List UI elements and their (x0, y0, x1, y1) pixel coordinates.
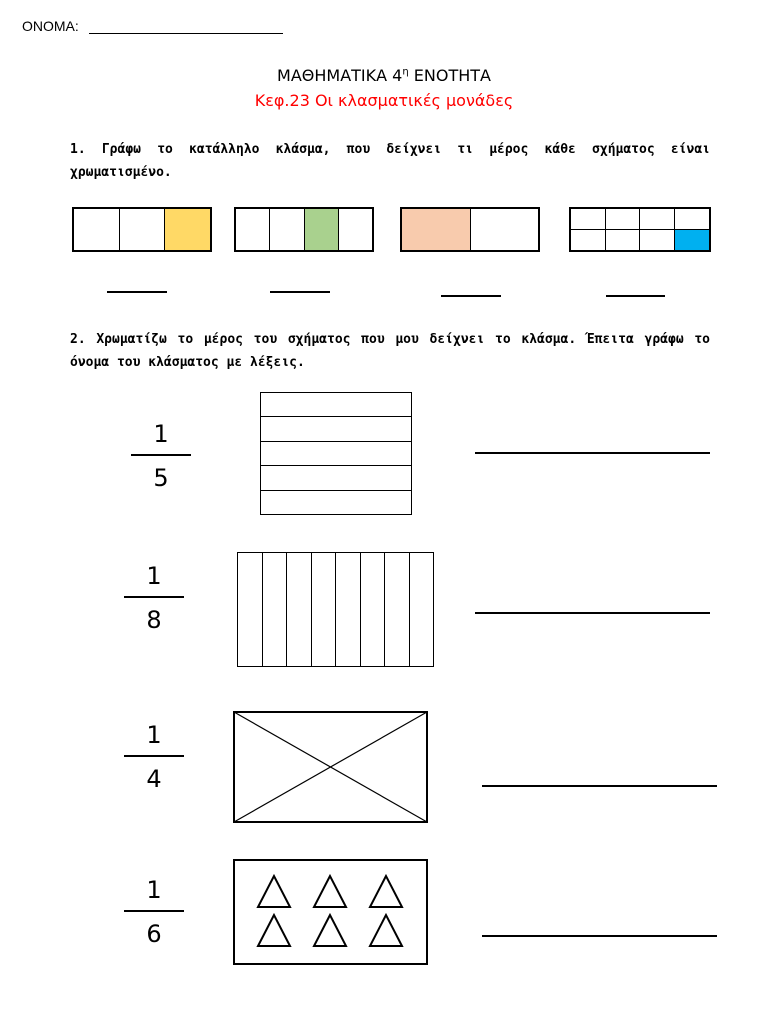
fraction-1-4 (124, 721, 184, 793)
triangle-shape (258, 876, 290, 907)
shape-eight-vertical-strips[interactable] (237, 552, 434, 667)
bar-cell-shaded (305, 209, 339, 250)
strip (336, 553, 361, 666)
answer-line-2[interactable] (270, 291, 330, 293)
strip (261, 393, 411, 417)
word-answer-line-3[interactable] (482, 785, 717, 787)
bar-cell (270, 209, 304, 250)
page-title (0, 66, 768, 85)
word-answer-line-4[interactable] (482, 935, 717, 937)
bar-cell (339, 209, 372, 250)
strip (361, 553, 386, 666)
grid-cell (571, 209, 606, 230)
fraction-bar (124, 596, 184, 598)
bar-cell-shaded (402, 209, 471, 250)
strip (287, 553, 312, 666)
strip (410, 553, 434, 666)
shape-five-horizontal-strips[interactable] (260, 392, 412, 515)
strip (312, 553, 337, 666)
fraction-1-6 (124, 876, 184, 948)
grid-cell (606, 209, 641, 230)
fraction-bar (124, 755, 184, 757)
word-answer-line-1[interactable] (475, 452, 710, 454)
strip (261, 491, 411, 514)
strip (261, 442, 411, 466)
triangle-shape (370, 915, 402, 946)
word-answer-line-2[interactable] (475, 612, 710, 614)
shape-quarters-bar (234, 207, 374, 252)
bar-cell (236, 209, 270, 250)
numerator: 1 (146, 721, 162, 749)
denominator: 8 (146, 606, 162, 634)
triangle-shape (314, 876, 346, 907)
numerator: 1 (153, 420, 169, 448)
strip (261, 417, 411, 441)
shape-rectangle-diagonals[interactable] (233, 711, 428, 823)
strip (263, 553, 288, 666)
strip (238, 553, 263, 666)
bar-cell-shaded (165, 209, 210, 250)
shape-thirds-bar (72, 207, 212, 252)
numerator: 1 (146, 876, 162, 904)
denominator: 5 (153, 464, 169, 492)
chapter-subtitle: Κεφ.23 Οι κλασματικές μονάδες (254, 91, 514, 110)
shape-eighths-grid (569, 207, 711, 252)
title-end: ΕΝΟΤΗΤΑ (408, 66, 491, 85)
shape-six-triangles[interactable] (233, 859, 428, 965)
name-label: ΟΝΟΜΑ: (22, 18, 79, 34)
strip (261, 466, 411, 490)
bar-cell (74, 209, 120, 250)
answer-line-3[interactable] (441, 295, 501, 297)
title-superscript: η (402, 66, 409, 78)
denominator: 6 (146, 920, 162, 948)
grid-cell (571, 230, 606, 251)
bar-cell (471, 209, 539, 250)
strip (385, 553, 410, 666)
grid-cell (640, 230, 675, 251)
exercise-1-instructions: 1. Γράφω το κατάλληλο κλάσμα, που δείχνει τι μέρος κάθε σχήματος είναι χρωματισμένο. (70, 142, 710, 180)
fraction-1-5 (131, 420, 191, 492)
exercise-2-instructions: 2. Χρωματίζω το μέρος του σχήματος που μου δείχνει το κλάσμα. Έπειτα γράφω το όνομα του κλάσματος με λέξεις. (70, 332, 710, 370)
title-main: ΜΑΘΗΜΑΤΙΚΑ 4 (277, 66, 403, 85)
grid-cell (640, 209, 675, 230)
triangle-shape (314, 915, 346, 946)
denominator: 4 (146, 765, 162, 793)
numerator: 1 (146, 562, 162, 590)
fraction-1-8 (124, 562, 184, 634)
triangle-shape (370, 876, 402, 907)
grid-cell (606, 230, 641, 251)
fraction-bar (131, 454, 191, 456)
grid-cell-shaded (675, 230, 710, 251)
shape-halves-bar (400, 207, 540, 252)
answer-line-4[interactable] (606, 295, 665, 297)
answer-line-1[interactable] (107, 291, 167, 293)
triangle-shape (258, 915, 290, 946)
name-input-line[interactable] (89, 33, 283, 34)
fraction-bar (124, 910, 184, 912)
grid-cell (675, 209, 710, 230)
bar-cell (120, 209, 166, 250)
